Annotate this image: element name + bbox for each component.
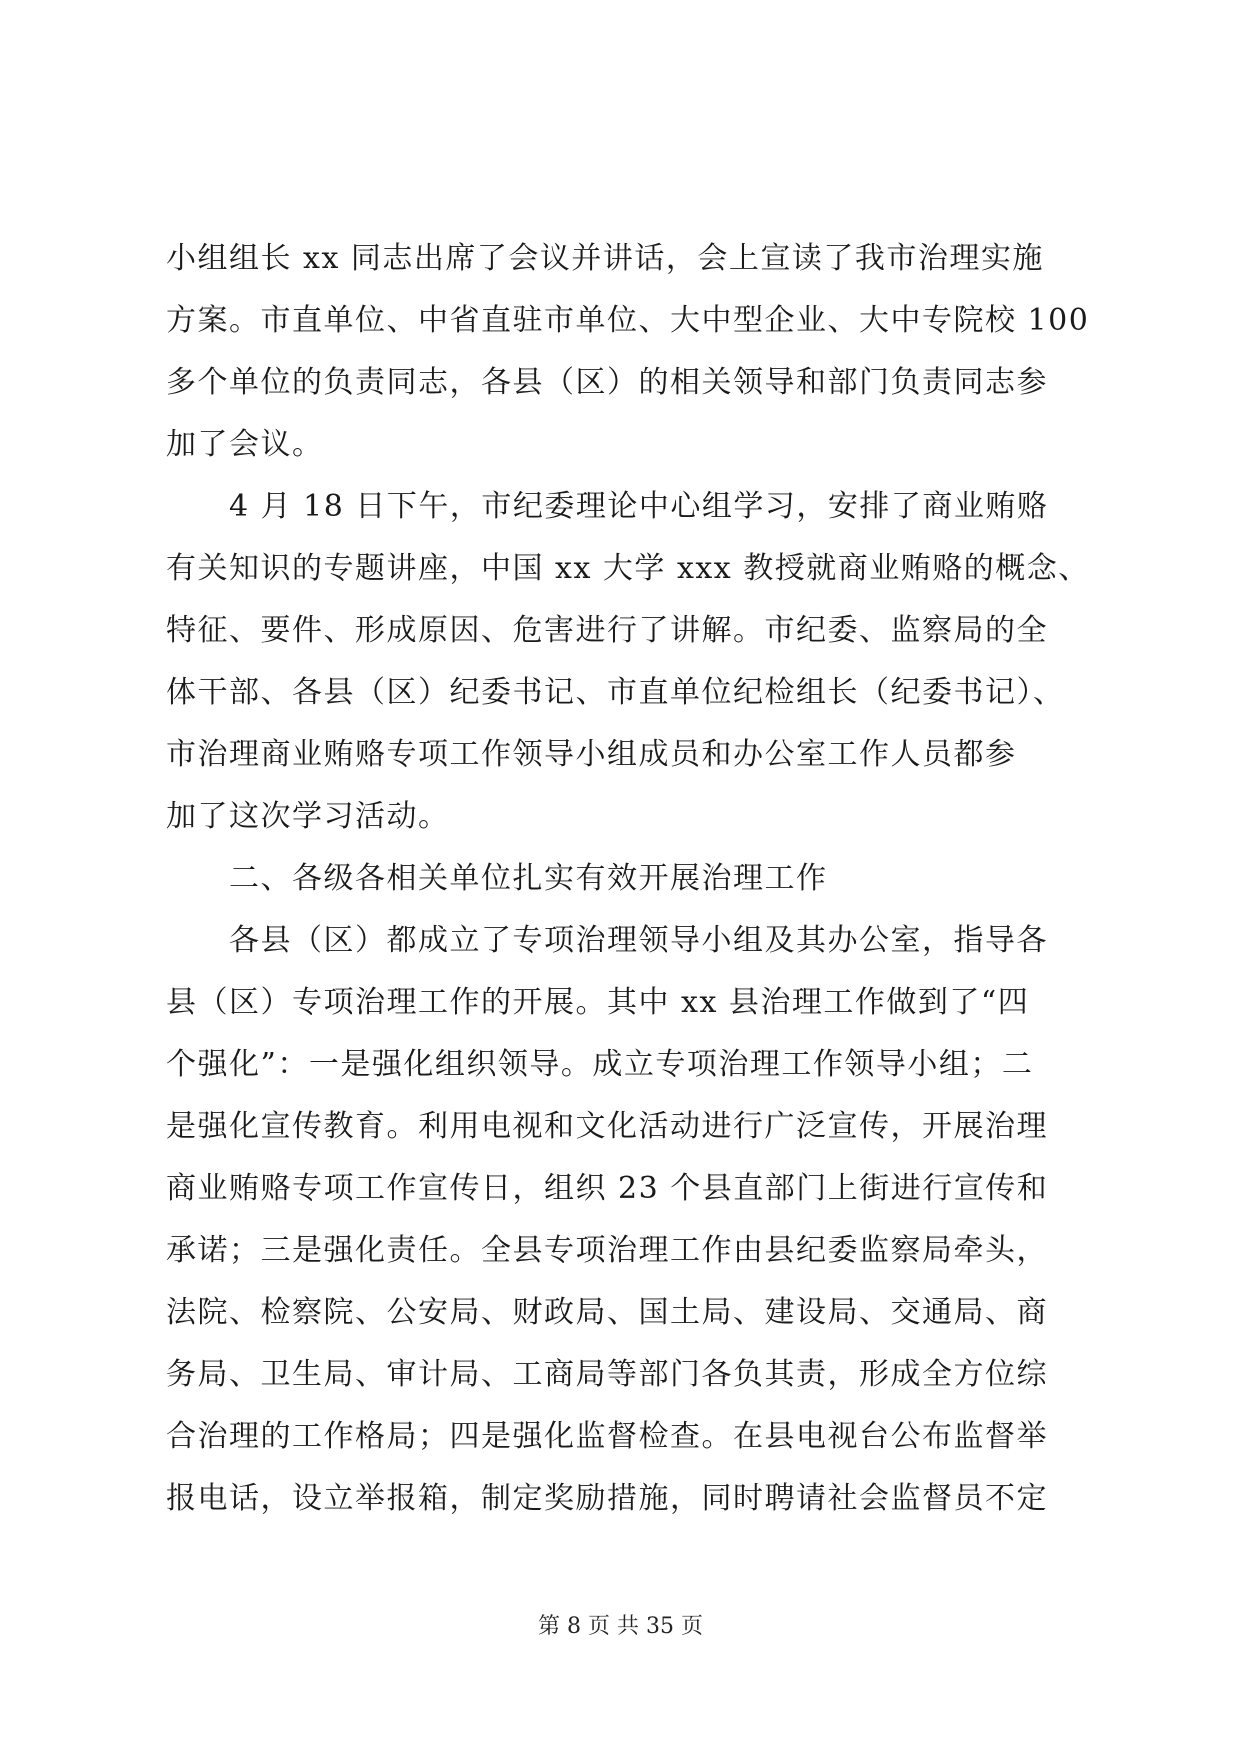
text-line: 体干部、各县（区）纪委书记、市直单位纪检组长（纪委书记）、 [166, 675, 1065, 710]
text-line: 多个单位的负责同志，各县（区）的相关领导和部门负责同志参 [166, 365, 1048, 400]
text-line: 法院、检察院、公安局、财政局、国土局、建设局、交通局、商 [166, 1295, 1048, 1330]
text-line: 特征、要件、形成原因、危害进行了讲解。市纪委、监察局的全 [166, 613, 1048, 648]
text-line: 加了这次学习活动。 [166, 799, 450, 834]
section-heading: 二、各级各相关单位扎实有效开展治理工作 [166, 861, 828, 896]
text-line: 方案。市直单位、中省直驻市单位、大中型企业、大中专院校 100 [166, 303, 1090, 338]
text-line: 是强化宣传教育。利用电视和文化活动进行广泛宣传，开展治理 [166, 1109, 1048, 1144]
text-line: 各县（区）都成立了专项治理领导小组及其办公室，指导各 [166, 923, 1048, 958]
page-number-footer: 第 8 页 共 35 页 [538, 1614, 703, 1639]
text-line: 4 月 18 日下午，市纪委理论中心组学习，安排了商业贿赂 [166, 489, 1049, 524]
body-text [166, 228, 1090, 1530]
text-line: 个强化”：一是强化组织领导。成立专项治理工作领导小组；二 [166, 1047, 1034, 1082]
text-line: 加了会议。 [166, 427, 324, 462]
text-line: 商业贿赂专项工作宣传日，组织 23 个县直部门上街进行宣传和 [166, 1171, 1049, 1206]
text-line: 县（区）专项治理工作的开展。其中 xx 县治理工作做到了“四 [166, 985, 1030, 1020]
text-line: 市治理商业贿赂专项工作领导小组成员和办公室工作人员都参 [166, 737, 1017, 772]
text-line: 务局、卫生局、审计局、工商局等部门各负其责，形成全方位综 [166, 1357, 1048, 1392]
text-line: 合治理的工作格局；四是强化监督检查。在县电视台公布监督举 [166, 1419, 1048, 1454]
text-line: 小组组长 xx 同志出席了会议并讲话，会上宣读了我市治理实施 [166, 241, 1044, 276]
text-line: 报电话，设立举报箱，制定奖励措施，同时聘请社会监督员不定 [166, 1481, 1048, 1516]
text-line: 有关知识的专题讲座，中国 xx 大学 xxx 教授就商业贿赂的概念、 [166, 551, 1090, 586]
text-line: 承诺；三是强化责任。全县专项治理工作由县纪委监察局牵头， [166, 1233, 1048, 1268]
